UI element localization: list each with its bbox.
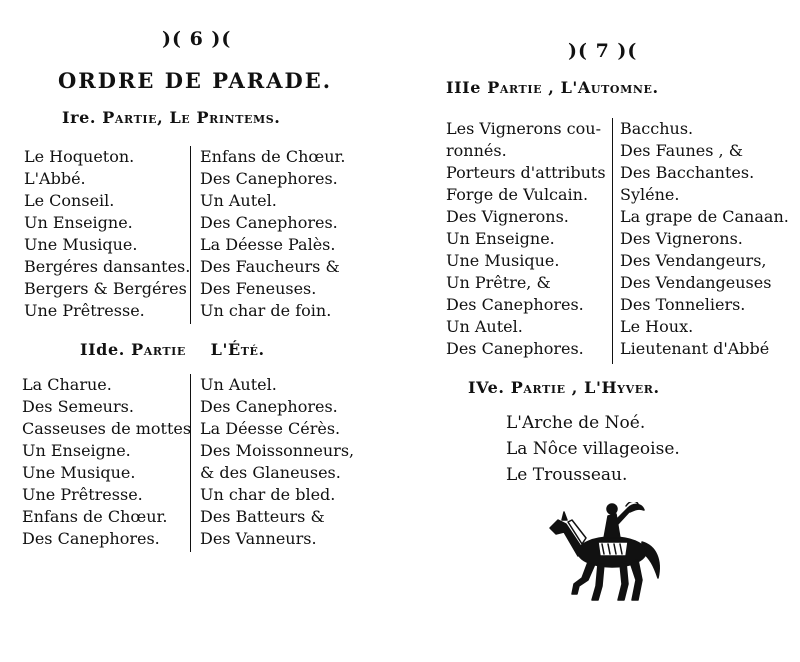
list-item: Des Faunes , &: [620, 141, 743, 160]
list-item: Une Prêtresse.: [22, 485, 143, 504]
page-number: )( 7 )(: [568, 40, 638, 62]
list-item: L'Abbé.: [24, 169, 86, 188]
list-item: Un Autel.: [200, 375, 277, 394]
list-item: La grape de Canaan.: [620, 207, 789, 226]
list-item: Un Enseigne.: [22, 441, 131, 460]
part-number: IIIe: [446, 78, 482, 97]
list-item: Un char de foin.: [200, 301, 332, 320]
list-item: La Déesse Cérès.: [200, 419, 341, 438]
list-item: Des Canephores.: [200, 397, 338, 416]
list-item: Bergéres dansantes.: [24, 257, 191, 276]
part-heading-winter: [468, 378, 660, 397]
list-item: L'Arche de Noé.: [506, 413, 646, 433]
list-item: La Nôce villageoise.: [506, 439, 680, 459]
rider-on-horse-icon: [538, 502, 666, 608]
list-item: Une Prêtresse.: [24, 301, 145, 320]
part-word: Partie: [102, 108, 158, 127]
summer-left-column: [22, 374, 191, 550]
right-page: [400, 0, 800, 662]
list-item: Des Moissonneurs,: [200, 441, 355, 460]
list-item: Les Vignerons cou-: [446, 119, 601, 138]
winter-list: [506, 410, 680, 488]
list-item: Des Canephores.: [200, 213, 338, 232]
part-word: Partie ,: [510, 378, 578, 397]
list-item: Enfans de Chœur.: [200, 147, 346, 166]
part-word: Partie ,: [487, 78, 555, 97]
list-item: Des Vendangeuses: [620, 273, 772, 292]
list-item: Une Musique.: [22, 463, 136, 482]
page-number: )( 6 )(: [162, 28, 232, 50]
list-item: Des Vanneurs.: [200, 529, 317, 548]
list-item: Un Autel.: [200, 191, 277, 210]
list-item: Syléne.: [620, 185, 680, 204]
part-heading-autumn: [446, 78, 659, 97]
list-item: Lieutenant d'Abbé: [620, 339, 770, 358]
part-heading-summer: [80, 340, 265, 359]
list-item: Une Musique.: [446, 251, 560, 270]
list-item: Bacchus.: [620, 119, 694, 138]
list-item: Un Prêtre, &: [446, 273, 551, 292]
part-number: Ire.: [62, 108, 97, 127]
list-item: Des Feneuses.: [200, 279, 317, 298]
list-item: Un Autel.: [446, 317, 523, 336]
list-item: Des Batteurs &: [200, 507, 325, 526]
list-item: Des Bacchantes.: [620, 163, 755, 182]
column-divider: [612, 118, 613, 364]
list-item: ronnés.: [446, 141, 507, 160]
list-item: Des Vignerons.: [446, 207, 569, 226]
list-item: Le Hoqueton.: [24, 147, 135, 166]
autumn-left-column: [446, 118, 606, 360]
list-item: & des Glaneuses.: [200, 463, 341, 482]
list-item: Des Semeurs.: [22, 397, 134, 416]
spring-right-column: [200, 146, 346, 322]
list-item: Un char de bled.: [200, 485, 336, 504]
list-item: Le Conseil.: [24, 191, 115, 210]
list-item: Le Trousseau.: [506, 465, 628, 485]
list-item: Un Enseigne.: [446, 229, 555, 248]
list-item: Des Tonneliers.: [620, 295, 746, 314]
list-item: La Déesse Palès.: [200, 235, 336, 254]
part-name: L'Hyver.: [584, 378, 660, 397]
list-item: Casseuses de mottes: [22, 419, 192, 438]
list-item: Des Canephores.: [446, 339, 584, 358]
page-title: ORDRE DE PARADE.: [58, 68, 333, 93]
list-item: Bergers & Bergéres: [24, 279, 187, 298]
part-word: Partie: [131, 340, 186, 359]
list-item: Le Houx.: [620, 317, 694, 336]
list-item: Un Enseigne.: [24, 213, 133, 232]
part-heading-spring: Ire. Partie, Le Printems.: [62, 108, 281, 127]
list-item: Des Canephores.: [446, 295, 584, 314]
list-item: Forge de Vulcain.: [446, 185, 589, 204]
part-number: IIde.: [80, 340, 125, 359]
autumn-right-column: [620, 118, 789, 360]
part-name: L'Automne.: [560, 78, 659, 97]
list-item: Enfans de Chœur.: [22, 507, 168, 526]
list-item: La Charue.: [22, 375, 112, 394]
summer-right-column: [200, 374, 354, 550]
list-item: Une Musique.: [24, 235, 138, 254]
list-item: Des Faucheurs &: [200, 257, 340, 276]
spring-left-column: [24, 146, 190, 322]
list-item: Des Canephores.: [200, 169, 338, 188]
part-number: IVe.: [468, 378, 505, 397]
part-name: L'Été.: [210, 340, 265, 359]
part-name: Le Printems.: [169, 108, 281, 127]
column-divider: [190, 146, 191, 324]
column-divider: [190, 374, 191, 552]
list-item: Des Canephores.: [22, 529, 160, 548]
list-item: Des Vignerons.: [620, 229, 743, 248]
list-item: Des Vendangeurs,: [620, 251, 767, 270]
list-item: Porteurs d'attributs: [446, 163, 606, 182]
